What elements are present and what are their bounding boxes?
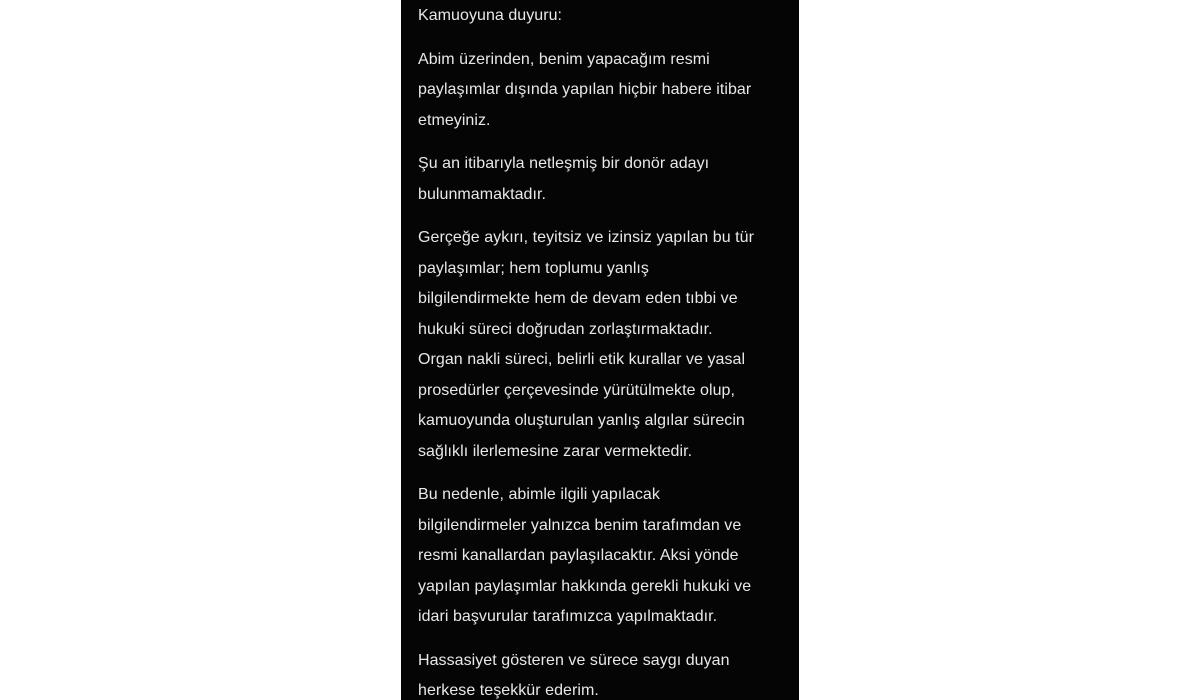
text-line: Bu nedenle, abimle ilgili yapılacak [418, 486, 660, 503]
text-line: Gerçeğe aykırı, teyitsiz ve izinsiz yapılan bu tür [418, 229, 754, 246]
text-line: prosedürler çerçevesinde yürütülmekte olup, [418, 381, 735, 399]
text-line: etmeyiniz. [418, 111, 491, 129]
text-line: Abim üzerinden, benim yapacağım resmi [418, 50, 710, 68]
announcement-text [418, 1, 796, 700]
announcement-panel [401, 0, 799, 700]
text-line: sağlıklı ilerlemesine zarar vermektedir. [418, 442, 693, 460]
announcement-paragraph [418, 646, 796, 700]
text-line: bilgilendirmeler yalnızca benim tarafımdan ve [418, 516, 742, 534]
text-line: Organ nakli süreci, belirli etik kurallar ve yasal [418, 351, 746, 368]
text-line: idari başvurular tarafımızca yapılmaktadır. [418, 608, 718, 625]
text-line: Hassasiyet gösteren ve sürece saygı duyan [418, 651, 730, 669]
text-line: Şu an itibarıyla netleşmiş bir donör adayı [418, 155, 710, 172]
text-line: bulunmamaktadır. [418, 185, 546, 203]
text-line: hukuki süreci doğrudan zorlaştırmaktadır. [418, 320, 713, 338]
text-line: paylaşımlar dışında yapılan hiçbir habere itibar [418, 81, 752, 98]
text-line: herkese teşekkür ederim. [418, 682, 599, 699]
text-line: yapılan paylaşımlar hakkında gerekli hukuki ve [418, 577, 752, 595]
text-line: resmi kanallardan paylaşılacaktır. Aksi yönde [418, 547, 739, 564]
text-line: kamuoyunda oluşturulan yanlış algılar sürecin [418, 412, 745, 429]
text-line: bilgilendirmekte hem de devam eden tıbbi ve [418, 290, 738, 307]
announcement-paragraph [418, 223, 796, 467]
announcement-paragraph [418, 45, 796, 137]
announcement-paragraph [418, 480, 796, 633]
text-line: paylaşımlar; hem toplumu yanlış [418, 259, 649, 277]
announcement-heading: Kamuoyuna duyuru: [418, 7, 563, 24]
announcement-paragraph [418, 149, 796, 210]
